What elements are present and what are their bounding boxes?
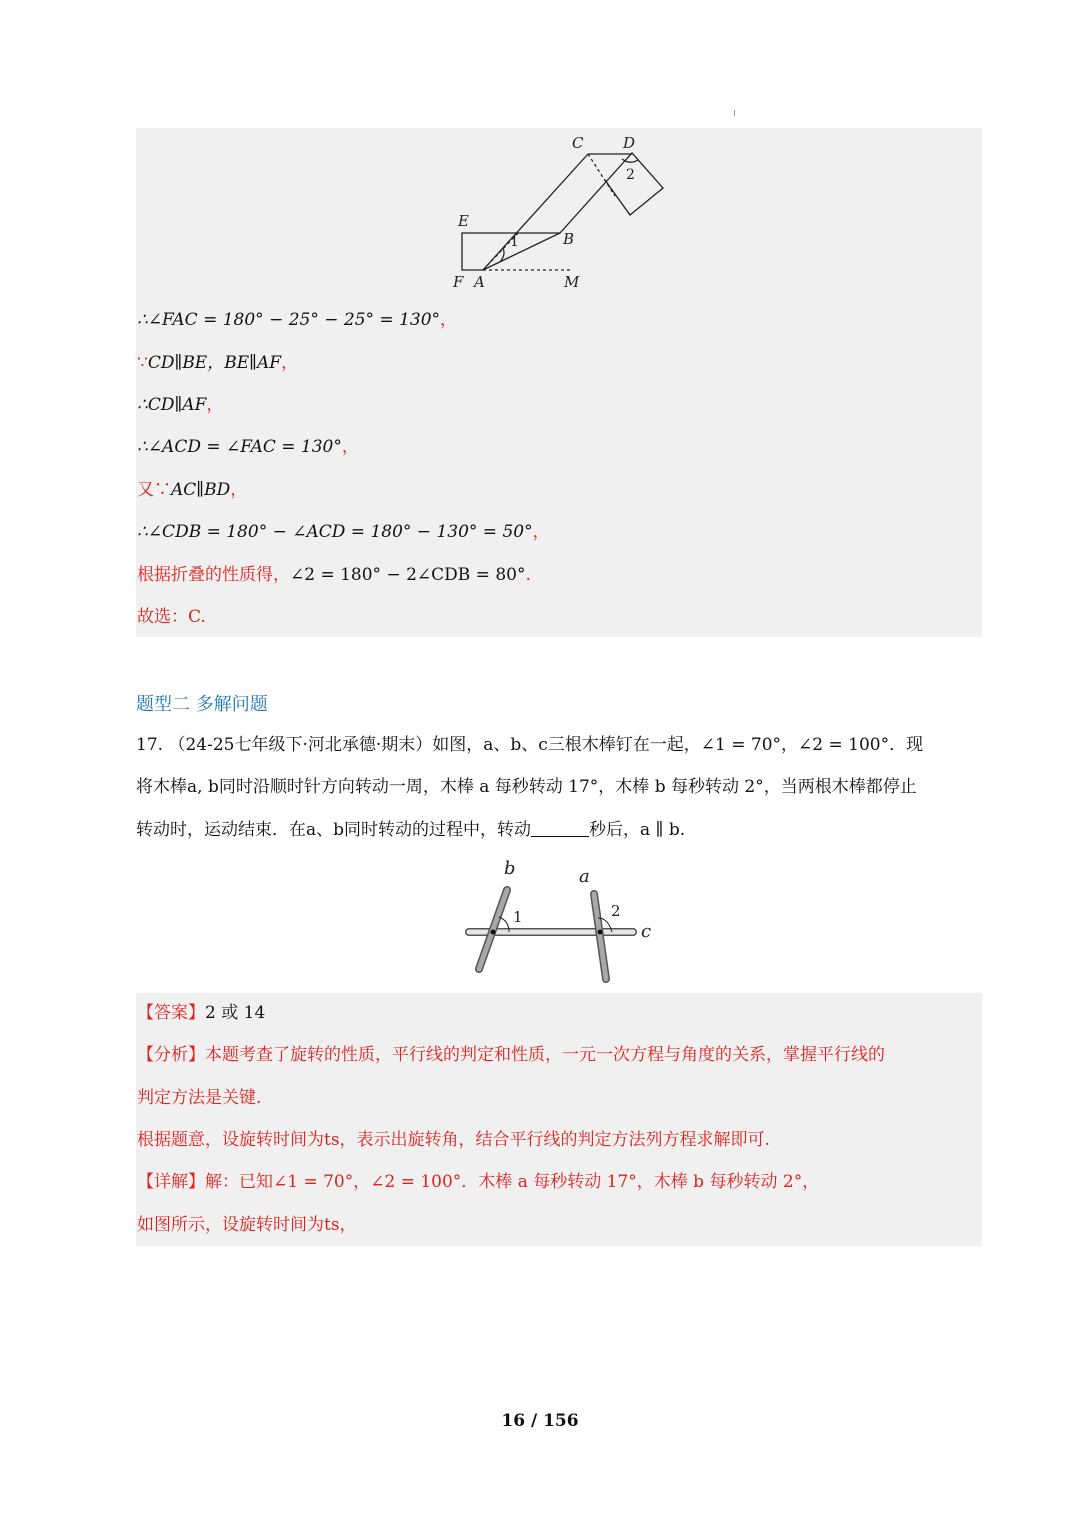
solution-line-5: 又∵AC∥BD， xyxy=(137,480,248,500)
nail-b xyxy=(491,930,496,935)
label-b: b xyxy=(504,858,516,879)
label-a: a xyxy=(579,866,590,887)
answer-box xyxy=(136,993,982,1246)
question-line-1: 17. （24-25七年级下·河北承德·期末）如图，a、b、c三根木棒钉在一起，∠1 = 70°，∠2 = 100°．现 xyxy=(136,735,924,755)
label-E: E xyxy=(458,212,469,230)
solution-line-7: 根据折叠的性质得，∠2 = 180° − 2∠CDB = 80°. xyxy=(137,565,531,585)
label-2: 2 xyxy=(626,167,635,183)
label-2: 2 xyxy=(611,902,621,920)
section-heading: 题型二 多解问题 xyxy=(136,694,268,715)
label-1: 1 xyxy=(510,234,519,250)
label-C: C xyxy=(572,134,584,152)
solution-line-2: ∵CD∥BE，BE∥AF， xyxy=(137,353,299,373)
label-c: c xyxy=(641,921,652,942)
solution-line-1: ∴∠FAC = 180° − 25° − 25° = 130°， xyxy=(137,310,458,330)
answer-blank xyxy=(531,820,589,837)
page-number: 16 / 156 xyxy=(501,1411,579,1431)
label-A: A xyxy=(474,273,485,291)
solution-line-3: ∴CD∥AF， xyxy=(137,395,224,415)
label-1: 1 xyxy=(513,908,523,926)
folding-figure xyxy=(440,130,680,295)
answer-line: 【答案】2 或 14 xyxy=(137,1003,266,1023)
strip-edge-cb xyxy=(483,154,588,270)
question-line-3: 转动时，运动结束．在a、b同时转动的过程中，转动 秒后，a ∥ b. xyxy=(136,820,686,840)
detail-line-1: 【详解】解：已知∠1 = 70°，∠2 = 100°．木棒 a 每秒转动 17°，木棒 b 每秒转动 2°， xyxy=(137,1172,820,1192)
stick-a-inner xyxy=(594,894,606,979)
label-M: M xyxy=(564,273,580,291)
solution-line-8: 故选：C. xyxy=(137,607,206,627)
header-tick xyxy=(734,110,735,116)
detail-line-2: 如图所示，设旋转时间为ts， xyxy=(137,1215,357,1235)
nail-a xyxy=(598,930,603,935)
solution-line-4: ∴∠ACD = ∠FAC = 130°， xyxy=(137,437,359,457)
question-line-2: 将木棒a, b同时沿顺时针方向转动一周，木棒 a 每秒转动 17°，木棒 b 每秒转动 2°，当两根木棒都停止 xyxy=(136,777,917,797)
sticks-figure xyxy=(460,855,660,990)
solution-line-6: ∴∠CDB = 180° − ∠ACD = 180° − 130° = 50°， xyxy=(137,522,550,542)
dashed-fold xyxy=(588,154,615,196)
analysis-line-2: 判定方法是关键. xyxy=(137,1088,262,1108)
label-B: B xyxy=(563,230,575,248)
label-D: D xyxy=(623,134,636,152)
analysis-line-3: 根据题意，设旋转时间为ts，表示出旋转角，结合平行线的判定方法列方程求解即可. xyxy=(137,1130,770,1150)
strip-edge-ab xyxy=(483,233,560,270)
label-F: F xyxy=(453,273,464,291)
analysis-line-1: 【分析】本题考查了旋转的性质，平行线的判定和性质，一元一次方程与角度的关系，掌握平行线的 xyxy=(137,1045,885,1065)
